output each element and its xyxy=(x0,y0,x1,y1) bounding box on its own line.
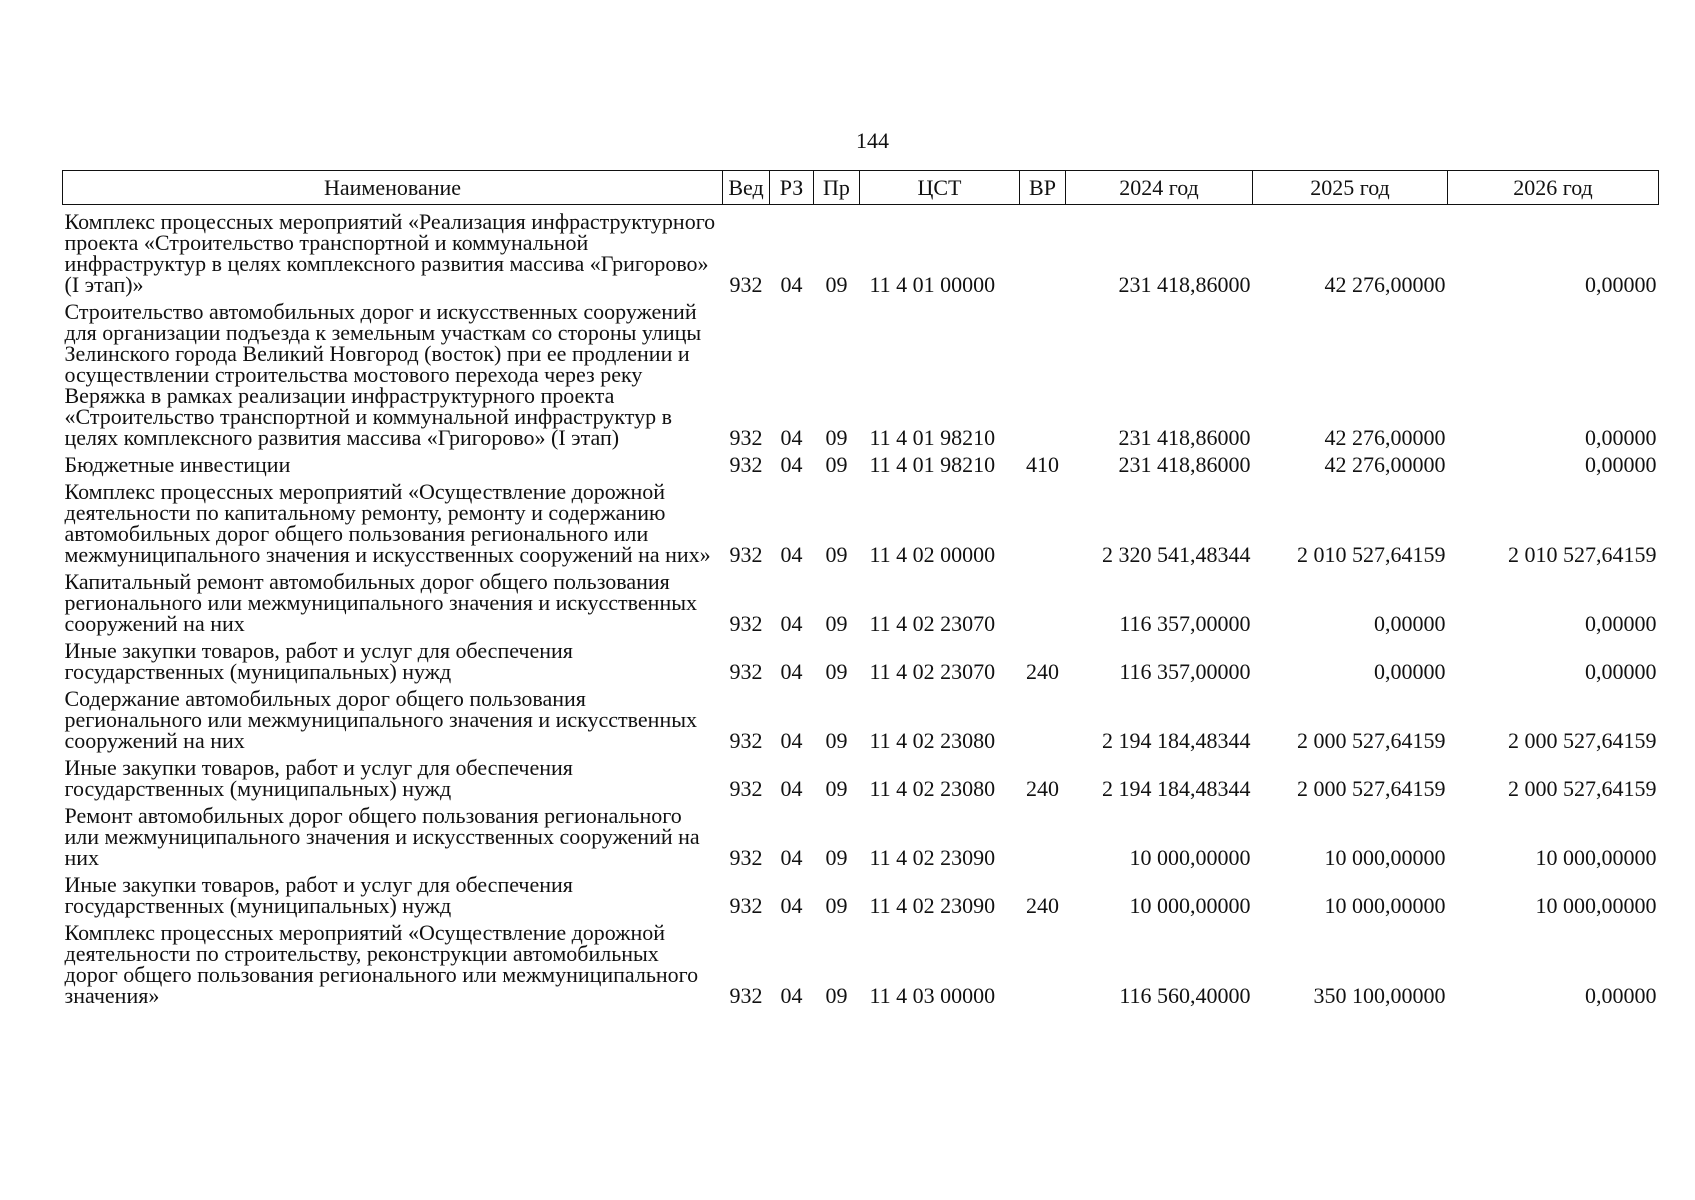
header-2025: 2025 год xyxy=(1253,171,1448,205)
header-row xyxy=(63,171,1659,205)
cell-2025: 10 000,00000 xyxy=(1324,845,1446,870)
cell-2024: 10 000,00000 xyxy=(1129,893,1251,918)
cell-2026: 0,00000 xyxy=(1585,452,1657,477)
cell-vr xyxy=(1020,805,1066,874)
cell-pr: 09 xyxy=(825,452,848,477)
cell-cst: 11 4 01 98210 xyxy=(869,425,996,450)
cell-ved: 932 xyxy=(729,893,763,918)
cell-pr: 09 xyxy=(825,542,848,567)
cell-rz: 04 xyxy=(780,611,803,636)
cell-name: Иные закупки товаров, работ и услуг для обеспечения государственных (муниципальных) нужд xyxy=(64,755,573,801)
cell-vr xyxy=(1020,205,1066,302)
cell-2024: 231 418,86000 xyxy=(1118,425,1251,450)
cell-cst: 11 4 02 23070 xyxy=(869,659,996,684)
cell-vr: 240 xyxy=(1026,893,1059,918)
cell-2026: 0,00000 xyxy=(1585,272,1657,297)
cell-rz: 04 xyxy=(780,542,803,567)
cell-name: Строительство автомобильных дорог и искусственных сооружений для организации подъезда к земельным участкам со стороны улицы Зелинского города Великий Новгород (восток) при ее продлении и осуществлении строительства мостового перехода через реку Веряжка в рамках реализации инфраструктурного проекта «Строительство транспортной и коммунальной инфраструктур в целях комплексного развития массива «Григорово» (I этап) xyxy=(64,299,702,450)
cell-rz: 04 xyxy=(780,425,803,450)
cell-vr xyxy=(1020,688,1066,757)
cell-2026: 0,00000 xyxy=(1585,659,1657,684)
cell-rz: 04 xyxy=(780,728,803,753)
cell-vr xyxy=(1020,481,1066,571)
table-row xyxy=(63,805,1659,874)
cell-vr xyxy=(1020,301,1066,454)
cell-rz: 04 xyxy=(780,983,803,1008)
cell-ved: 932 xyxy=(729,776,763,801)
cell-2024: 10 000,00000 xyxy=(1129,845,1251,870)
cell-cst: 11 4 02 23090 xyxy=(869,893,996,918)
table-row xyxy=(63,757,1659,805)
table-row xyxy=(63,640,1659,688)
cell-name: Комплекс процессных мероприятий «Осуществление дорожной деятельности по строительству, реконструкции автомобильных дорог общего пользования регионального или межмуниципального значения» xyxy=(64,920,699,1008)
cell-ved: 932 xyxy=(729,425,763,450)
header-2026: 2026 год xyxy=(1448,171,1659,205)
cell-cst: 11 4 02 23080 xyxy=(869,728,996,753)
cell-rz: 04 xyxy=(780,845,803,870)
header-ved: Вед xyxy=(723,171,770,205)
header-pr: Пр xyxy=(814,171,860,205)
cell-2025: 350 100,00000 xyxy=(1313,983,1446,1008)
cell-2025: 2 000 527,64159 xyxy=(1297,776,1446,801)
cell-2025: 10 000,00000 xyxy=(1324,893,1446,918)
cell-name: Содержание автомобильных дорог общего пользования регионального или межмуниципального значения и искусственных сооружений на них xyxy=(64,686,697,753)
cell-cst: 11 4 01 98210 xyxy=(869,452,996,477)
cell-pr: 09 xyxy=(825,272,848,297)
cell-2025: 42 276,00000 xyxy=(1324,452,1446,477)
cell-ved: 932 xyxy=(729,983,763,1008)
cell-2024: 116 357,00000 xyxy=(1119,611,1251,636)
cell-pr: 09 xyxy=(825,776,848,801)
table-row xyxy=(63,481,1659,571)
cell-pr: 09 xyxy=(825,983,848,1008)
cell-2026: 0,00000 xyxy=(1585,983,1657,1008)
cell-name: Иные закупки товаров, работ и услуг для обеспечения государственных (муниципальных) нужд xyxy=(64,872,573,918)
table-row xyxy=(63,205,1659,302)
table-row xyxy=(63,454,1659,481)
table-row xyxy=(63,688,1659,757)
cell-2026: 0,00000 xyxy=(1585,611,1657,636)
cell-2024: 231 418,86000 xyxy=(1118,272,1251,297)
cell-rz: 04 xyxy=(780,776,803,801)
cell-vr: 240 xyxy=(1026,776,1059,801)
cell-vr: 240 xyxy=(1026,659,1059,684)
cell-rz: 04 xyxy=(780,272,803,297)
cell-2025: 0,00000 xyxy=(1374,659,1446,684)
cell-2024: 2 194 184,48344 xyxy=(1102,728,1251,753)
cell-pr: 09 xyxy=(825,611,848,636)
cell-rz: 04 xyxy=(780,893,803,918)
cell-ved: 932 xyxy=(729,659,763,684)
cell-2025: 42 276,00000 xyxy=(1324,425,1446,450)
cell-cst: 11 4 02 23080 xyxy=(869,776,996,801)
cell-ved: 932 xyxy=(729,845,763,870)
cell-cst: 11 4 02 00000 xyxy=(869,542,996,567)
table-row xyxy=(63,874,1659,922)
cell-2024: 116 357,00000 xyxy=(1119,659,1251,684)
cell-vr xyxy=(1020,922,1066,1012)
cell-ved: 932 xyxy=(729,611,763,636)
cell-pr: 09 xyxy=(825,845,848,870)
cell-2026: 2 000 527,64159 xyxy=(1508,728,1657,753)
header-vr: ВР xyxy=(1020,171,1066,205)
cell-2026: 10 000,00000 xyxy=(1535,845,1657,870)
cell-2025: 0,00000 xyxy=(1374,611,1446,636)
table-row xyxy=(63,301,1659,454)
cell-pr: 09 xyxy=(825,659,848,684)
cell-ved: 932 xyxy=(729,542,763,567)
cell-rz: 04 xyxy=(780,659,803,684)
cell-ved: 932 xyxy=(729,452,763,477)
cell-name: Иные закупки товаров, работ и услуг для обеспечения государственных (муниципальных) нужд xyxy=(64,638,573,684)
table-row xyxy=(63,922,1659,1012)
cell-name: Комплекс процессных мероприятий «Реализация инфраструктурного проекта «Строительство транспортной и коммунальной инфраструктур в целях комплексного развития массива «Григорово» (I этап)» xyxy=(64,209,716,297)
cell-2025: 2 010 527,64159 xyxy=(1297,542,1446,567)
header-rz: РЗ xyxy=(770,171,814,205)
cell-2024: 2 320 541,48344 xyxy=(1102,542,1251,567)
cell-name: Бюджетные инвестиции xyxy=(64,452,291,477)
cell-2025: 2 000 527,64159 xyxy=(1297,728,1446,753)
cell-ved: 932 xyxy=(729,272,763,297)
table-body xyxy=(63,205,1659,1013)
header-2024: 2024 год xyxy=(1066,171,1253,205)
cell-pr: 09 xyxy=(825,893,848,918)
cell-2024: 231 418,86000 xyxy=(1118,452,1251,477)
header-name: Наименование xyxy=(63,171,723,205)
cell-2024: 2 194 184,48344 xyxy=(1102,776,1251,801)
cell-cst: 11 4 02 23090 xyxy=(869,845,996,870)
cell-name: Ремонт автомобильных дорог общего пользования регионального или межмуниципального значения и искусственных сооружений на них xyxy=(64,803,700,870)
cell-pr: 09 xyxy=(825,728,848,753)
cell-cst: 11 4 02 23070 xyxy=(869,611,996,636)
cell-vr: 410 xyxy=(1026,452,1059,477)
cell-rz: 04 xyxy=(780,452,803,477)
cell-pr: 09 xyxy=(825,425,848,450)
table-row xyxy=(63,571,1659,640)
cell-name: Комплекс процессных мероприятий «Осуществление дорожной деятельности по капитальному ремонту, ремонту и содержанию автомобильных дорог общего пользования регионального или межмуниципального значения и искусственных сооружений на них» xyxy=(64,479,711,567)
cell-2024: 116 560,40000 xyxy=(1119,983,1251,1008)
budget-table xyxy=(62,170,1659,1012)
header-cst: ЦСТ xyxy=(860,171,1020,205)
cell-2025: 42 276,00000 xyxy=(1324,272,1446,297)
table-header xyxy=(63,171,1659,205)
cell-cst: 11 4 01 00000 xyxy=(869,272,996,297)
cell-2026: 10 000,00000 xyxy=(1535,893,1657,918)
cell-2026: 0,00000 xyxy=(1585,425,1657,450)
cell-2026: 2 000 527,64159 xyxy=(1508,776,1657,801)
cell-ved: 932 xyxy=(729,728,763,753)
cell-cst: 11 4 03 00000 xyxy=(869,983,996,1008)
cell-2026: 2 010 527,64159 xyxy=(1508,542,1657,567)
page-number: 144 xyxy=(856,128,889,153)
cell-vr xyxy=(1020,571,1066,640)
cell-name: Капитальный ремонт автомобильных дорог общего пользования регионального или межмуниципального значения и искусственных сооружений на них xyxy=(64,569,697,636)
